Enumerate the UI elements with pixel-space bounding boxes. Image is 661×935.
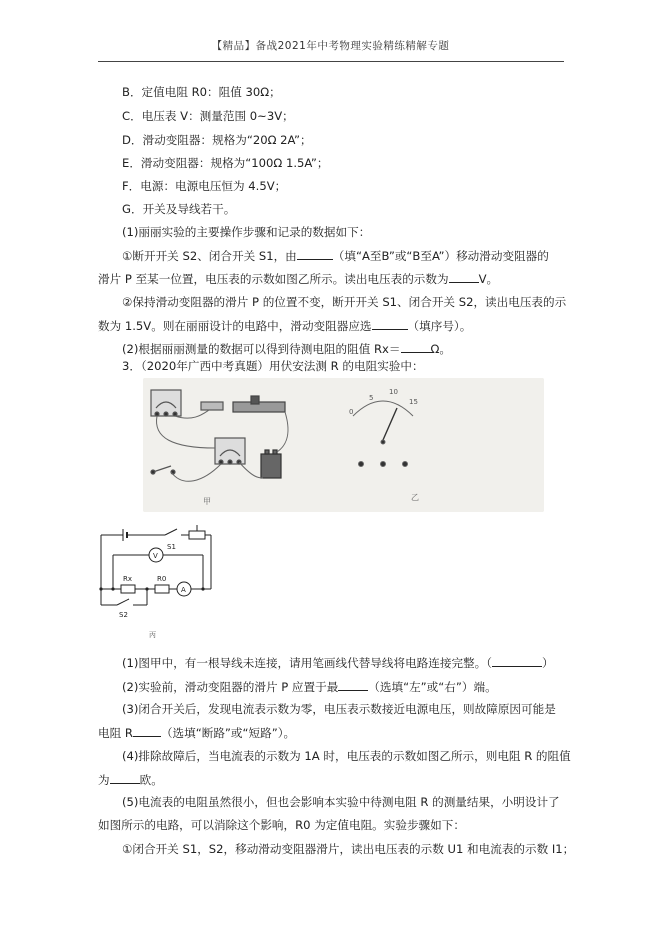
page-header: 【精品】备战2021年中考物理实验精练精解专题	[211, 40, 450, 52]
q3-sub5-line1: (5)电流表的电阻虽然很小，但也会影响本实验中待测电阻 R 的测量结果，小明设计了	[122, 795, 560, 809]
option-f: F．电源：电源电压恒为 4.5V；	[122, 179, 287, 193]
battery-illustration	[261, 450, 281, 478]
q2-step1-text-b: （填“A至B”或“B至A”）移动滑动变阻器的	[332, 249, 549, 263]
answer-blank[interactable]	[372, 317, 408, 330]
q2-step2-text-b: 数为 1.5V。则在丽丽设计的电路中，滑动变阻器应选	[98, 319, 372, 333]
q3-sub4-text-c: 欧。	[139, 773, 163, 787]
figure-photo-drawing	[143, 378, 544, 512]
dial-label: 0	[349, 408, 354, 416]
dial-label: 15	[409, 398, 418, 406]
q3-sub1-text: (1)图甲中，有一根导线未连接，请用笔画线代替导线将电路连接完整。（	[122, 656, 493, 670]
fig-label-bing: 丙	[149, 631, 156, 639]
resistor-illustration	[201, 402, 223, 410]
q2-step1-text-c: 滑片 P 至某一位置，电压表的示数如图乙所示。读出电压表的示数为	[98, 272, 449, 286]
option-d: D．滑动变阻器：规格为“20Ω 2A”；	[122, 133, 312, 147]
q3-sub2-text-b: （选填“左”或“右”）端。	[368, 680, 497, 694]
answer-blank[interactable]	[449, 270, 479, 283]
option-c: C．电压表 V：测量范围 0~3V；	[122, 109, 294, 123]
circuit-label-a: A	[181, 586, 186, 594]
circuit-drawing	[93, 523, 223, 643]
answer-blank[interactable]	[338, 678, 368, 691]
q2-sub1-intro: (1)丽丽实验的主要操作步骤和记录的数据如下：	[122, 225, 371, 239]
circuit-label-v: V	[153, 552, 158, 560]
q2-step1-text-a: ①断开开关 S2、闭合开关 S1，由	[122, 249, 297, 263]
fig-label-yi: 乙	[411, 493, 419, 502]
fig-label-jia: 甲	[203, 497, 211, 506]
q2-sub2	[122, 340, 451, 357]
q2-sub2-unit: Ω。	[430, 342, 451, 356]
voltmeter-illustration	[151, 390, 181, 416]
q3-title: 3．（2020年广西中考真题）用伏安法测 R 的电阻实验中：	[122, 359, 424, 373]
circuit-label-r0: R0	[157, 575, 167, 583]
q2-sub2-text: (2)根据丽丽测量的数据可以得到待测电阻的阻值 Rx＝	[122, 342, 401, 356]
q3-sub3-text-c: （选填“断路”或“短路”）。	[160, 726, 296, 740]
q3-sub4-line2	[98, 771, 163, 788]
q3-sub3-line2	[98, 724, 295, 741]
figure-photo	[143, 378, 544, 512]
q3-sub1-end: ）	[542, 656, 554, 670]
dial-label: 5	[369, 394, 374, 402]
q3-sub4-text-b: 为	[98, 773, 110, 787]
dial-label: 10	[389, 388, 398, 396]
circuit-diagram	[93, 523, 223, 643]
q2-step1-unit: V。	[478, 272, 499, 286]
answer-blank[interactable]	[297, 247, 333, 260]
answer-blank[interactable]	[110, 771, 140, 784]
q2-step1-line2	[98, 270, 498, 287]
q3-sub5-line3: ①闭合开关 S1，S2，移动滑动变阻器滑片，读出电压表的示数 U1 和电流表的示数 I1；	[122, 842, 575, 856]
q3-sub2	[122, 678, 497, 695]
q2-step2-line1: ②保持滑动变阻器的滑片 P 的位置不变，断开开关 S1、闭合开关 S2，读出电压表的示	[122, 295, 567, 309]
header-rule	[98, 61, 564, 62]
q3-sub4-line1: (4)排除故障后，当电流表的示数为 1A 时，电压表的示数如图乙所示，则电阻 R 的阻值	[122, 749, 571, 763]
q2-step2-text-c: （填序号）。	[407, 319, 472, 333]
option-e: E．滑动变阻器：规格为“100Ω 1.5A”；	[122, 156, 329, 170]
q3-sub5-line2: 如图所示的电路，可以消除这个影响，R0 为定值电阻。实验步骤如下：	[98, 818, 465, 832]
circuit-label-s2: S2	[119, 611, 128, 619]
q3-sub2-text-a: (2)实验前，滑动变阻器的滑片 P 应置于最	[122, 680, 339, 694]
answer-blank[interactable]	[492, 654, 542, 667]
circuit-label-s1: S1	[167, 543, 176, 551]
answer-blank[interactable]	[401, 340, 431, 353]
ammeter-illustration	[215, 438, 245, 464]
option-g: G．开关及导线若干。	[122, 202, 236, 216]
q2-step2-line2	[98, 317, 471, 334]
q3-sub3-line1: (3)闭合开关后，发现电流表示数为零，电压表示数接近电源电压，则故障原因可能是	[122, 702, 556, 716]
q3-sub3-text-b: 电阻 R	[98, 726, 133, 740]
q2-step1-line1	[122, 247, 549, 264]
circuit-label-rx: Rx	[123, 575, 133, 583]
option-b: B．定值电阻 R0：阻值 30Ω；	[122, 85, 281, 99]
answer-blank[interactable]	[133, 724, 161, 737]
q3-sub1	[122, 654, 554, 671]
